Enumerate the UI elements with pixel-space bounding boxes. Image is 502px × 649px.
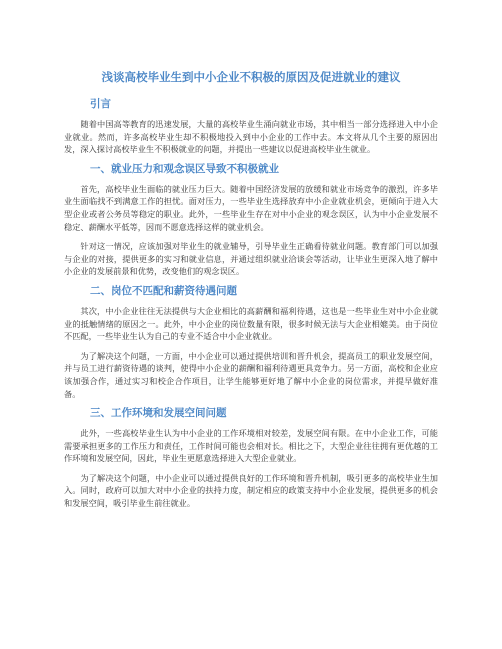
paragraph: 针对这一情况，应该加强对毕业生的就业辅导，引导毕业生正确看待就业问题。教育部门可以加强与企业的对接，提供更多的实习和就业信息，并通过组织就业洽谈会等活动，让毕业生更深入地了解中小企业的发展前景和优势，改变他们的观念误区。	[64, 241, 438, 277]
paragraph: 为了解决这个问题，中小企业可以通过提供良好的工作环境和晋升机制，吸引更多的高校毕业生加入。同时，政府可以加大对中小企业的扶持力度，制定相应的政策支持中小企业发展，提供更多的机会和发展空间，吸引毕业生前往就业。	[64, 472, 438, 509]
section-heading: 三、工作环境和发展空间问题	[90, 407, 227, 420]
paragraph: 为了解决这个问题，一方面，中小企业可以通过提供培训和晋升机会，提高员工的职业发展空间，并与员工进行薪资待遇的谈判，使得中小企业的薪酬和福利待遇更具竞争力。另一方面，高校和企业应该加强合作，通过实习和校企合作项目，让学生能够更好地了解中小企业的岗位需求，并提早做好准备。	[64, 350, 438, 399]
section-2	[64, 285, 438, 400]
section-1	[64, 163, 438, 278]
section-intro	[64, 98, 438, 156]
section-3	[64, 407, 438, 510]
section-heading: 引言	[90, 98, 111, 110]
paragraph: 其次，中小企业往往无法提供与大企业相比的高薪酬和福利待遇，这也是一些毕业生对中小企业就业的抵触情绪的原因之一。此外，中小企业的岗位数量有限，很多时候无法与大企业相媲美。由于岗位不匹配，一些毕业生认为自己的专业不适合中小企业就业。	[64, 305, 438, 342]
paragraph: 此外，一些高校毕业生认为中小企业的工作环境相对较差，发展空间有限。在中小企业工作，可能需要承担更多的工作压力和责任，工作时间可能也会相对长。相比之下，大型企业往往拥有更优越的工作环境和发展空间，因此，毕业生更愿意选择进入大型企业就业。	[64, 428, 438, 464]
section-heading: 二、岗位不匹配和薪资待遇问题	[90, 284, 237, 297]
section-heading: 一、就业压力和观念误区导致不积极就业	[90, 162, 279, 175]
paragraph: 随着中国高等教育的迅速发展，大量的高校毕业生涌向就业市场，其中相当一部分选择进入中小企业就业。然而，许多高校毕业生却不积极地投入到中小企业的工作中去。本文将从几个主要的原因出发，深入探讨高校毕业生不积极就业的问题，并提出一些建议以促进高校毕业生就业。	[64, 119, 438, 155]
document-title: 浅谈高校毕业生到中小企业不积极的原因及促进就业的建议	[101, 70, 401, 84]
paragraph: 首先，高校毕业生面临的就业压力巨大。随着中国经济发展的放缓和就业市场竞争的激烈，许多毕业生面临找不到满意工作的担忧。面对压力，一些毕业生选择放弃中小企业就业机会，更倾向于进入大型企业或者公务员等稳定的职业。此外，一些毕业生存在对中小企业的观念误区，认为中小企业发展不稳定、薪酬水平低等，因而不愿意选择这样的就业机会。	[64, 183, 438, 232]
